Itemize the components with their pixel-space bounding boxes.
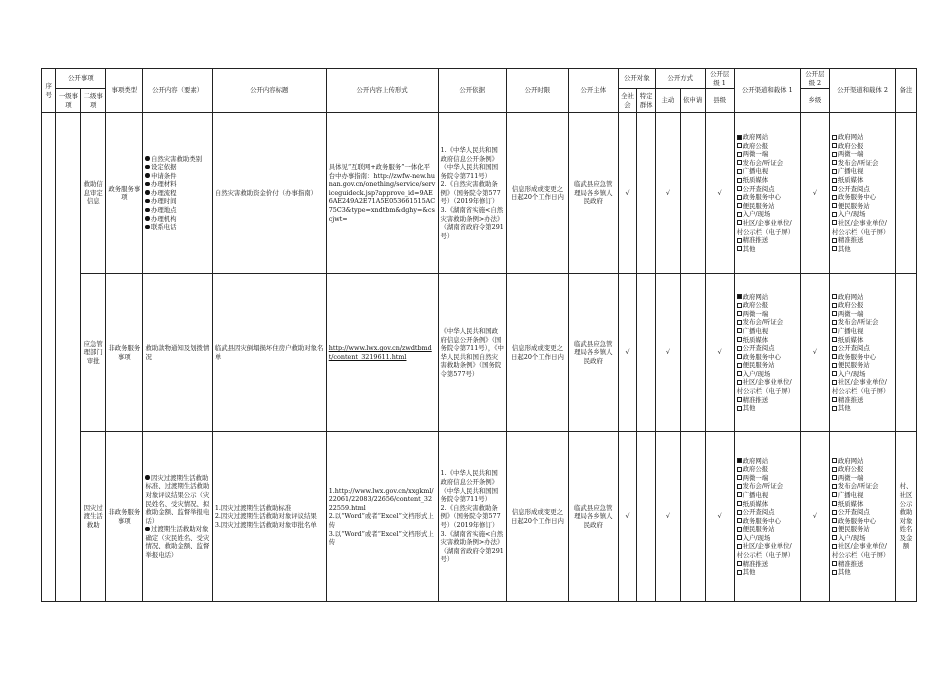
cell-xingshi[interactable]: 1.http://www.lwx.gov.cn/xxgkml/22061/22083/22656/content_3222559.html 2.以“Word”或者“Excel”文档形式上传 3.以“Word”或者“Excel”文档形式上传 (326, 432, 438, 602)
header-qudao2: 公开渠道和载体 2 (829, 69, 895, 113)
checkbox-checked-icon (737, 458, 742, 463)
cell-shixian: 信息形成或变更之日起20个工作日内 (506, 274, 568, 432)
bullet-icon (145, 208, 150, 213)
checkbox-item: 社区/企事业单位/村公示栏（电子屏） (831, 218, 890, 236)
checkbox-icon (737, 152, 742, 157)
cell-qudao1 (734, 274, 800, 432)
bullet-icon (145, 190, 150, 195)
header-yishenqing: 依申请 (680, 89, 705, 113)
checkbox-item: 发布会/听证会 (737, 318, 798, 327)
cell-yiju: 1.《中华人民共和国政府信息公开条例》（中华人民共和国国务院令第711号） 2.《自然灾害救助条例》（国务院令第577号）（2019年修订） 3.《湖南省实施<自然灾害救助条例>办法》（湖南省政府令第291号） (438, 432, 506, 602)
checkbox-icon (832, 169, 837, 174)
checkbox-icon (832, 492, 837, 497)
checkbox-item: 纸质媒体 (832, 500, 893, 509)
checkbox-item: 纸质媒体 (737, 176, 798, 185)
checkbox-item: 其他 (832, 404, 893, 413)
header-yiju: 公开依据 (438, 69, 506, 113)
checkbox-item: 社区/企事业单位/村公示栏（电子屏） (831, 378, 890, 396)
bullet-icon (145, 216, 150, 221)
cell-leixing: 非政务服务事项 (106, 274, 143, 432)
checkbox-item: 政府公报 (832, 142, 893, 151)
checkbox-item: 两微一端 (737, 310, 798, 319)
checkbox-icon (737, 169, 742, 174)
cell-xingshi[interactable] (326, 274, 438, 432)
header-erji: 二级事项 (81, 89, 106, 113)
checkbox-item: 政府网站 (832, 293, 893, 302)
checkbox-icon (737, 397, 742, 402)
checkbox-icon (832, 328, 837, 333)
bullet-icon (145, 182, 150, 187)
header-qudao1: 公开渠道和载体 1 (734, 69, 800, 113)
cell-teding (637, 113, 656, 274)
cell-yishenqing (680, 113, 705, 274)
list-item: 自然灾害救助类别 (145, 155, 209, 164)
checkbox-icon (737, 246, 742, 251)
cell-xingshi[interactable]: 具体见“互联网+政务服务”一体化平台中办事指南：http://zwfw-new.hunan.gov.cn/onething/service/serviceguideck.jsp?approve_id=9AE6AE249A2E71A5E053661515AC75C3&type=xndtbm&dghy=&cscjwt= (326, 113, 438, 274)
checkbox-item: 政府网站 (737, 133, 798, 142)
disclosure-table (41, 68, 917, 602)
checkbox-item: 入户/现场 (832, 534, 893, 543)
checkbox-icon (737, 518, 742, 523)
cell-biaoti: 临武县因灾倒塌损坏住房户救助对象名单 (212, 274, 326, 432)
checkbox-item: 便民服务站 (832, 525, 893, 534)
checkbox-icon (737, 311, 742, 316)
checkbox-icon (832, 337, 837, 342)
checkbox-item: 纸质媒体 (737, 336, 798, 345)
checkbox-icon (737, 501, 742, 506)
checkbox-item: 纸质媒体 (737, 500, 798, 509)
checkbox-icon (832, 135, 837, 140)
checkbox-item: 其他 (832, 568, 893, 577)
header-quanshehui: 全社会 (618, 89, 637, 113)
checkbox-item: 精准推送 (832, 396, 893, 405)
checkbox-item: 发布会/听证会 (832, 159, 893, 168)
checkbox-icon (832, 458, 837, 463)
checkbox-item: 公开查阅点 (737, 185, 798, 194)
checkbox-icon (737, 363, 742, 368)
checkbox-item: 便民服务站 (832, 361, 893, 370)
cell-beizhu (896, 113, 917, 274)
checkbox-icon (737, 354, 742, 359)
checkbox-item: 精准推送 (832, 236, 893, 245)
checkbox-item: 两微一端 (737, 474, 798, 483)
checkbox-icon (737, 380, 742, 385)
checkbox-icon (832, 195, 837, 200)
header-cengji1: 公开层级 1 (705, 69, 734, 89)
checkbox-item: 广播电视 (737, 167, 798, 176)
checkbox-item: 发布会/听证会 (832, 482, 893, 491)
checkbox-icon (832, 544, 837, 549)
cell-qudao1 (734, 432, 800, 602)
checkbox-item: 政府公报 (737, 142, 798, 151)
checkbox-item: 便民服务站 (832, 202, 893, 211)
checkbox-item: 社区/企事业单位/村公示栏（电子屏） (736, 218, 795, 236)
checkbox-icon (832, 406, 837, 411)
checkbox-item: 发布会/听证会 (737, 159, 798, 168)
checkbox-icon (737, 195, 742, 200)
cell-yiji (56, 113, 81, 602)
cell-qudao2 (829, 113, 895, 274)
checkbox-item: 政务服务中心 (832, 193, 893, 202)
checkbox-item: 社区/企事业单位/村公示栏（电子屏） (736, 378, 795, 396)
checkbox-icon (737, 467, 742, 472)
checkbox-icon (832, 203, 837, 208)
checkbox-checked-icon (737, 135, 742, 140)
checkbox-icon (832, 518, 837, 523)
cell-yiju: 《中华人民共和国政府信息公开条例》（国务院令第711号），《中华人民共和国自然灾害救助条例》（国务院令第577号） (438, 274, 506, 432)
checkbox-icon (737, 238, 742, 243)
cell-zhudong: √ (655, 113, 680, 274)
checkbox-icon (832, 510, 837, 515)
checkbox-icon (832, 152, 837, 157)
cell-yishenqing (680, 274, 705, 432)
checkbox-icon (832, 178, 837, 183)
content-link[interactable]: http://www.lwx.gov.cn/zwdtbmdt/content_3219611.html (328, 344, 432, 361)
checkbox-item: 精准推送 (832, 560, 893, 569)
checkbox-checked-icon (737, 294, 742, 299)
list-item: 因灾过渡期生活救助标准、过渡期生活救助对象评议结果公示（灾民姓名、受灾情况、拟救助金额、监督举报电话） (145, 473, 210, 525)
list-item: 联系电话 (145, 223, 209, 232)
header-shixiang-leixing: 事项类型 (106, 69, 143, 113)
table-row (42, 274, 917, 432)
checkbox-icon (832, 311, 837, 316)
checkbox-item: 发布会/听证会 (832, 318, 893, 327)
cell-xiangji: √ (800, 274, 829, 432)
checkbox-icon (737, 570, 742, 575)
bullet-icon (145, 225, 150, 230)
header-xingshi: 公开内容上传形式 (326, 69, 438, 113)
checkbox-icon (832, 212, 837, 217)
checkbox-icon (737, 337, 742, 342)
checkbox-item: 广播电视 (832, 327, 893, 336)
cell-shixian: 信息形成或变更之日起20个工作日内 (506, 432, 568, 602)
cell-quanshehui: √ (618, 113, 637, 274)
cell-leixing: 非政务服务事项 (106, 432, 143, 602)
checkbox-item: 纸质媒体 (832, 176, 893, 185)
list-item: 设定依据 (145, 163, 209, 172)
checkbox-icon (737, 510, 742, 515)
header-shixian: 公开时限 (506, 69, 568, 113)
table-row (42, 113, 917, 274)
checkbox-icon (737, 203, 742, 208)
header-xiangji: 乡级 (800, 89, 829, 113)
checkbox-item: 两微一端 (832, 150, 893, 159)
checkbox-item: 公开查阅点 (737, 508, 798, 517)
checkbox-icon (737, 475, 742, 480)
checkbox-item: 精准推送 (737, 396, 798, 405)
checkbox-icon (832, 371, 837, 376)
list-item: 申请条件 (145, 172, 209, 181)
cell-beizhu (896, 274, 917, 432)
checkbox-icon (832, 354, 837, 359)
cell-teding (637, 274, 656, 432)
checkbox-item: 便民服务站 (737, 525, 798, 534)
checkbox-item: 政府网站 (832, 133, 893, 142)
checkbox-icon (737, 535, 742, 540)
checkbox-icon (832, 475, 837, 480)
checkbox-icon (832, 320, 837, 325)
checkbox-item: 政府网站 (832, 457, 893, 466)
cell-erji: 应急管理部门审批 (81, 274, 106, 432)
checkbox-icon (832, 238, 837, 243)
checkbox-item: 纸质媒体 (832, 336, 893, 345)
checkbox-icon (832, 535, 837, 540)
checkbox-item: 入户/现场 (832, 370, 893, 379)
checkbox-icon (737, 492, 742, 497)
checkbox-icon (737, 303, 742, 308)
cell-zhuti: 临武县应急管理局各乡镇人民政府 (568, 113, 618, 274)
checkbox-icon (737, 320, 742, 325)
checkbox-item: 两微一端 (832, 310, 893, 319)
checkbox-item: 入户/现场 (737, 534, 798, 543)
checkbox-item: 公开查阅点 (832, 185, 893, 194)
list-item: 办理材料 (145, 180, 209, 189)
table-row (42, 432, 917, 602)
cell-beizhu: 村、社区公示救助对象姓名及金额 (896, 432, 917, 602)
checkbox-icon (737, 212, 742, 217)
cell-qudao2 (829, 274, 895, 432)
checkbox-item: 公开查阅点 (832, 344, 893, 353)
cell-erji: 救助信息审定信息 (81, 113, 106, 274)
checkbox-icon (737, 328, 742, 333)
checkbox-icon (737, 178, 742, 183)
checkbox-icon (832, 303, 837, 308)
checkbox-icon (832, 397, 837, 402)
header-tedingqunti: 特定群体 (637, 89, 656, 113)
cell-xianji: √ (705, 274, 734, 432)
checkbox-item: 政府公报 (737, 465, 798, 474)
bullet-icon (145, 156, 150, 161)
checkbox-item: 其他 (737, 568, 798, 577)
header-fangshi: 公开方式 (655, 69, 705, 89)
checkbox-item: 其他 (737, 404, 798, 413)
disclosure-table-wrapper (41, 68, 917, 602)
header-xuhao: 序号 (42, 69, 56, 113)
cell-yaosu (143, 113, 212, 274)
checkbox-icon (832, 467, 837, 472)
checkbox-item: 其他 (832, 245, 893, 254)
checkbox-icon (832, 143, 837, 148)
checkbox-item: 便民服务站 (737, 202, 798, 211)
cell-zhudong: √ (655, 274, 680, 432)
cell-xuhao (42, 113, 56, 602)
checkbox-icon (737, 186, 742, 191)
checkbox-item: 精准推送 (737, 560, 798, 569)
cell-zhudong: √ (655, 432, 680, 602)
checkbox-item: 入户/现场 (737, 370, 798, 379)
bullet-icon (145, 173, 150, 178)
checkbox-icon (737, 220, 742, 225)
list-item: 过渡期生活救助对象确定（灾民姓名、受灾情况、救助金额、监督举报电话） (145, 525, 210, 560)
checkbox-icon (832, 363, 837, 368)
header-gongkai-shixiang: 公开事项 (56, 69, 106, 89)
checkbox-icon (832, 160, 837, 165)
checkbox-icon (737, 371, 742, 376)
cell-zhuti: 临武县应急管理局各乡镇人民政府 (568, 274, 618, 432)
header-zhuti: 公开主体 (568, 69, 618, 113)
checkbox-item: 政府公报 (737, 301, 798, 310)
cell-yiju: 1.《中华人民共和国政府信息公开条例》（中华人民共和国国务院令第711号） 2.《自然灾害救助条例》（国务院令第577号）（2019年修订） 3.《湖南省实施<自然灾害救助条例>办法》（湖南省政府令第291号） (438, 113, 506, 274)
checkbox-item: 两微一端 (832, 474, 893, 483)
cell-xiangji: √ (800, 432, 829, 602)
checkbox-item: 广播电视 (832, 167, 893, 176)
checkbox-item: 政务服务中心 (832, 517, 893, 526)
cell-xianji: √ (705, 113, 734, 274)
checkbox-item: 发布会/听证会 (737, 482, 798, 491)
checkbox-icon (832, 346, 837, 351)
checkbox-item: 政府网站 (737, 457, 798, 466)
cell-quanshehui: √ (618, 274, 637, 432)
checkbox-item: 广播电视 (737, 327, 798, 336)
checkbox-item: 精准推送 (737, 236, 798, 245)
header-xianji: 县级 (705, 89, 734, 113)
header-yiji: 一级事项 (56, 89, 81, 113)
list-item: 办理流程 (145, 189, 209, 198)
checkbox-icon (737, 143, 742, 148)
cell-xiangji: √ (800, 113, 829, 274)
checkbox-item: 政府公报 (832, 301, 893, 310)
checkbox-icon (737, 561, 742, 566)
checkbox-item: 政府网站 (737, 293, 798, 302)
checkbox-icon (832, 484, 837, 489)
checkbox-icon (737, 484, 742, 489)
cell-qudao1 (734, 113, 800, 274)
checkbox-icon (832, 294, 837, 299)
bullet-icon (145, 475, 150, 480)
checkbox-icon (832, 570, 837, 575)
cell-yaosu (143, 432, 212, 602)
checkbox-item: 社区/企事业单位/村公示栏（电子屏） (831, 542, 890, 560)
cell-biaoti: 自然灾害救助资金价付（办事指南） (212, 113, 326, 274)
cell-yaosu: 救助款物通知及划拨情况 (143, 274, 212, 432)
checkbox-icon (737, 160, 742, 165)
checkbox-item: 社区/企事业单位/村公示栏（电子屏） (736, 542, 795, 560)
cell-xianji: √ (705, 432, 734, 602)
checkbox-item: 公开查阅点 (737, 344, 798, 353)
bullet-icon (145, 165, 150, 170)
checkbox-item: 公开查阅点 (832, 508, 893, 517)
cell-leixing: 政务服务事项 (106, 113, 143, 274)
checkbox-icon (832, 561, 837, 566)
bullet-icon (145, 527, 150, 532)
list-item: 办理地点 (145, 206, 209, 215)
checkbox-item: 广播电视 (832, 491, 893, 500)
checkbox-icon (832, 501, 837, 506)
header-biaoti: 公开内容标题 (212, 69, 326, 113)
checkbox-item: 政务服务中心 (737, 353, 798, 362)
checkbox-icon (832, 527, 837, 532)
header-duixiang: 公开对象 (618, 69, 655, 89)
bullet-icon (145, 199, 150, 204)
checkbox-item: 广播电视 (737, 491, 798, 500)
header-zhudong: 主动 (655, 89, 680, 113)
checkbox-item: 其他 (737, 245, 798, 254)
cell-yishenqing (680, 432, 705, 602)
cell-shixian: 信息形成或变更之日起20个工作日内 (506, 113, 568, 274)
checkbox-icon (832, 186, 837, 191)
header-beizhu: 备注 (896, 69, 917, 113)
checkbox-icon (737, 544, 742, 549)
checkbox-icon (737, 346, 742, 351)
header-neirong: 公开内容（要素） (143, 69, 212, 113)
checkbox-item: 政府公报 (832, 465, 893, 474)
checkbox-icon (832, 246, 837, 251)
cell-qudao2 (829, 432, 895, 602)
header-cengji2: 公开层级 2 (800, 69, 829, 89)
checkbox-item: 两微一端 (737, 150, 798, 159)
checkbox-item: 政务服务中心 (832, 353, 893, 362)
cell-biaoti: 1.因灾过渡期生活救助标准 2.因灾过渡期生活救助对象评议结果 3.因灾过渡期生活救助对象审批名单 (212, 432, 326, 602)
list-item: 办理机构 (145, 215, 209, 224)
cell-erji: 因灾过渡生活救助 (81, 432, 106, 602)
checkbox-item: 入户/现场 (737, 210, 798, 219)
checkbox-icon (832, 220, 837, 225)
checkbox-item: 政务服务中心 (737, 193, 798, 202)
checkbox-item: 便民服务站 (737, 361, 798, 370)
checkbox-item: 政务服务中心 (737, 517, 798, 526)
checkbox-icon (737, 527, 742, 532)
checkbox-item: 入户/现场 (832, 210, 893, 219)
list-item: 办理时间 (145, 197, 209, 206)
cell-quanshehui: √ (618, 432, 637, 602)
checkbox-icon (737, 406, 742, 411)
cell-zhuti: 临武县应急管理局各乡镇人民政府 (568, 432, 618, 602)
cell-teding (637, 432, 656, 602)
checkbox-icon (832, 380, 837, 385)
